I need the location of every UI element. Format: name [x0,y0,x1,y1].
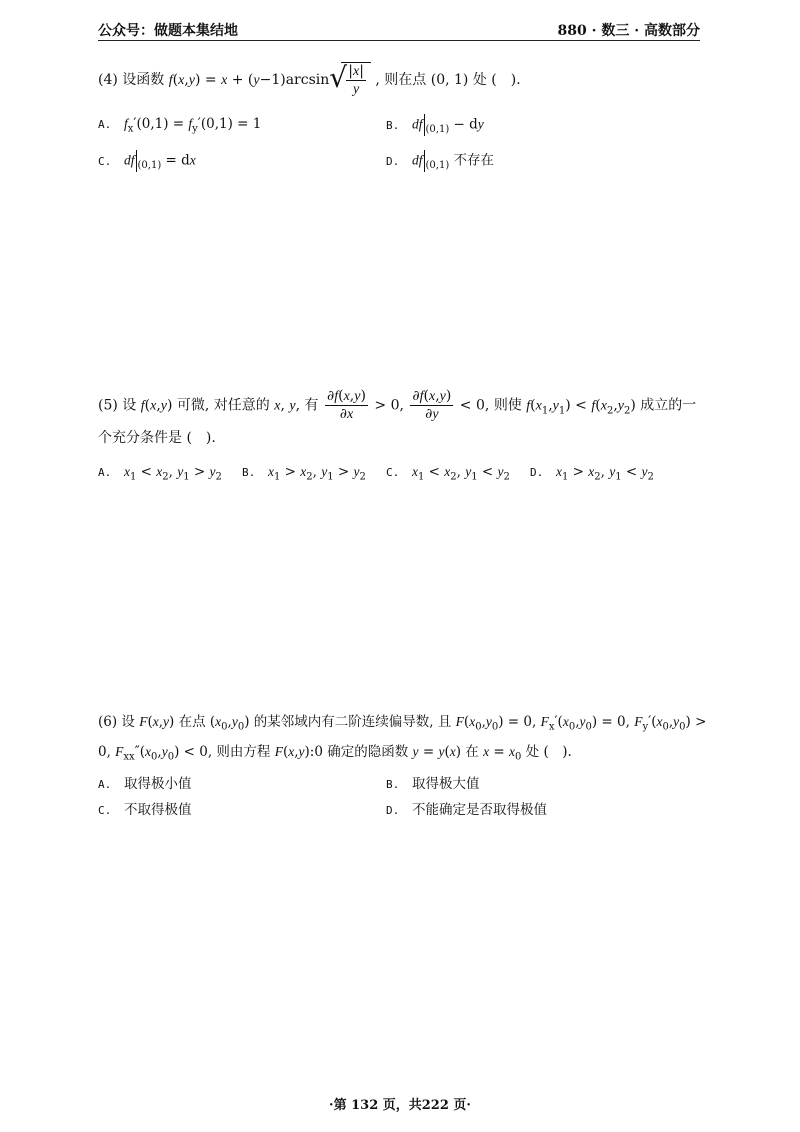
q5-prefix: (5) 设 [98,397,137,414]
q6-option-b[interactable] [386,774,480,795]
question-6-line2: 0, $F_{xx}''(x_0,y_0) < 0$, 则由方程 F(x,y):0 确定的隐函数 y = y(x) 在 $x = x_0$ 处 ( ). [98,744,572,763]
q5-option-b[interactable]: B. $x_1 > x_2$, $y_1 > y_2$ [242,464,366,483]
q4-option-b[interactable]: B. df $_{(0,1)}$ − dy [386,114,484,140]
q5-then: 则使 [493,397,522,414]
sqrt-expression: √ $\frac{|x|}{y}$ [329,62,371,98]
q6-line2-d: 处 ( ). [525,744,572,760]
question-5-stem: (5) 设 f(x,y) 可微, 对任意的 x, y, 有 $\frac{\partial f(x,y)}{\partial x}$ > 0, $\frac{\partial f(x,y)}{\partial y}$ < 0, 则使 $f(x_1,y_1) < f(x_2,y_2)$ 成立的一 [98,388,697,422]
q4-suffix: , 则在点 (0, 1) 处 ( ). [375,72,521,88]
page-footer: ·第 132 页，共222 页· [329,1098,471,1113]
q5-option-a[interactable]: A. $x_1 < x_2$, $y_1 > y_2$ [98,464,222,483]
q6-option-a[interactable] [98,774,192,795]
option-text: 不能确定是否取得极值 [412,802,547,818]
option-letter: A. [98,466,112,479]
option-letter: C. [98,154,112,168]
option-letter: C. [386,466,400,479]
q5-end: 成立的一 [640,397,697,414]
option-letter: D. [530,466,544,479]
q4-prefix: (4) 设函数 [98,72,165,88]
option-text: 取得极大值 [412,776,480,792]
q4-option-c[interactable]: C. df $_{(0,1)}$ = dx [98,150,196,176]
option-letter: B. [386,118,400,132]
q5-have: 有 [304,397,319,414]
q5-option-c[interactable]: C. $x_1 < x_2$, $y_1 < y_2$ [386,464,510,483]
option-letter: D. [386,154,400,168]
q6-option-c[interactable] [98,800,192,821]
option-text: 不取得极值 [124,802,192,818]
q6-option-d[interactable] [386,800,547,821]
header-source: 公众号：做题本集结地 [98,23,238,39]
option-letter: C. [98,804,112,817]
q5-mid: 可微, 对任意的 [176,397,270,414]
option-letter: D. [386,804,400,817]
q4-option-a[interactable]: A. $f_x'(0,1) = f_y'(0,1) = 1$ [98,116,262,135]
question-5-line2: 个充分条件是 ( ). [98,430,216,446]
q4-option-d[interactable]: D. df $_{(0,1)}$ 不存在 [386,150,494,176]
q6-line1-c: 的某邻域内有二阶连续偏导数, 且 [253,714,452,730]
header-subject: 880 · 数三 · 高数部分 [557,23,700,39]
option-text: 取得极小值 [124,776,192,792]
page-header [98,18,700,41]
q6-line2-a: 则由方程 [216,744,271,760]
q6-line1-b: 在点 [178,714,206,730]
question-4-stem: (4) 设函数 f(x,y) = x + (y−1)arcsin √ $\frac{|x|}{y}$ , 则在点 (0, 1) 处 ( ). [98,61,521,97]
option-letter: B. [386,778,400,791]
option-letter: A. [98,778,112,791]
option-letter: B. [242,466,256,479]
q6-line2-c: 在 [465,744,479,760]
q6-line1-a: (6) 设 [98,714,135,730]
option-letter: A. [98,118,112,131]
q6-line2-b: 确定的隐函数 [327,744,409,760]
q5-option-d[interactable]: D. $x_1 > x_2$, $y_1 < y_2$ [530,464,654,483]
question-6-line1: (6) 设 F(x,y) 在点 $(x_0,y_0)$ 的某邻域内有二阶连续偏导数, 且 $F(x_0,y_0) = 0$, $F_x'(x_0,y_0) = 0$, $F_y'(x_0,y_0)$ > [98,714,707,733]
